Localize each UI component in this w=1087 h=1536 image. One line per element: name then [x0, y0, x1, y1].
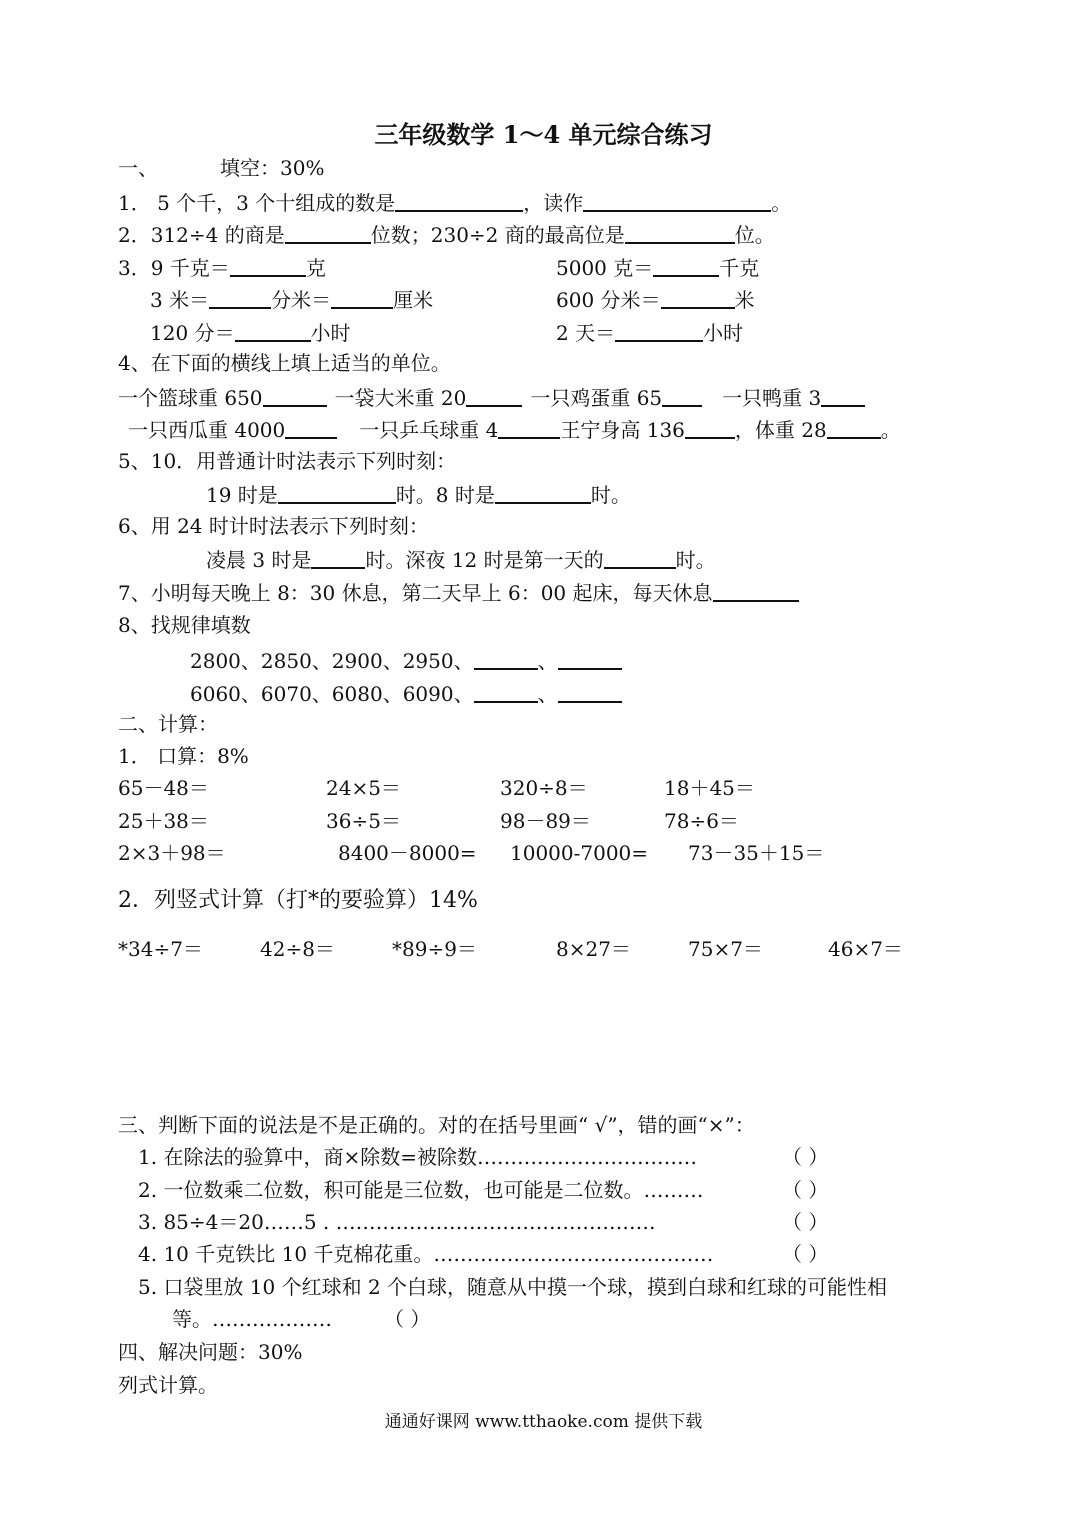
page-footer: 通通好课网 www.tthaoke.com 提供下载: [384, 1412, 703, 1432]
oral-item: 78÷6＝: [664, 809, 739, 833]
oral-item: 24×5＝: [326, 776, 401, 800]
answer-blank[interactable]: [604, 545, 676, 569]
question-1-3-row2-right: 600 分米＝ 米: [556, 285, 755, 311]
answer-blank[interactable]: [713, 578, 799, 602]
question-1-7: 7、小明每天晚上 8：30 休息，第二天早上 6：00 起床，每天休息: [118, 578, 799, 604]
section4-sub: 列式计算。: [118, 1373, 218, 1397]
question-1-8-row2: 6060、6070、6080、6090、 、: [190, 679, 622, 705]
answer-blank[interactable]: [661, 285, 735, 309]
answer-bracket[interactable]: （ ）: [782, 1242, 829, 1266]
judgement-item-4: 4. 10 千克铁比 10 千克棉花重。……………………………………: [138, 1242, 714, 1266]
question-1-4-row2: 一只西瓜重 4000 一只乒乓球重 4 王宁身高 136 ，体重 28 。: [128, 415, 901, 441]
question-1-3-row1-left: 3．9 千克＝ 克: [118, 253, 326, 279]
oral-item: 65－48＝: [118, 776, 209, 800]
judgement-item-2: 2. 一位数乘二位数，积可能是三位数，也可能是二位数。………: [138, 1178, 704, 1202]
question-1-5-answers: 19 时是 时。8 时是 时。: [206, 480, 631, 506]
judgement-item-5-cont: 等。………………: [172, 1307, 332, 1331]
judgement-item-1: 1. 在除法的验算中，商×除数=被除数……………………………: [138, 1145, 697, 1169]
oral-item: 320÷8＝: [500, 776, 588, 800]
answer-blank[interactable]: [558, 646, 622, 670]
answer-blank[interactable]: [821, 383, 865, 407]
answer-blank[interactable]: [615, 318, 703, 342]
judgement-item-3: 3. 85÷4＝20……5 . …………………………………………: [138, 1210, 656, 1234]
answer-blank[interactable]: [466, 383, 522, 407]
answer-blank[interactable]: [263, 383, 327, 407]
oral-item: 36÷5＝: [326, 809, 401, 833]
vertical-item: 42÷8＝: [260, 937, 335, 961]
answer-blank[interactable]: [827, 415, 881, 439]
question-1-6-text: 6、用 24 时计时法表示下列时刻：: [118, 514, 429, 538]
answer-blank[interactable]: [311, 545, 365, 569]
question-1-8-row1: 2800、2850、2900、2950、 、: [190, 646, 622, 672]
answer-blank[interactable]: [209, 285, 271, 309]
answer-blank[interactable]: [395, 188, 523, 212]
vertical-item: 46×7＝: [828, 937, 903, 961]
answer-blank[interactable]: [285, 220, 371, 244]
question-1-3-row3-right: 2 天＝ 小时: [556, 318, 743, 344]
question-1-3-row2-left: 3 米＝ 分米＝ 厘米: [150, 285, 433, 311]
oral-item: 98－89＝: [500, 809, 591, 833]
question-1-1: 1． 5 个千，3 个十组成的数是 ，读作 。: [118, 188, 791, 214]
oral-calc-heading: 1． 口算：8%: [118, 744, 249, 768]
answer-bracket[interactable]: （ ）: [384, 1307, 431, 1331]
answer-bracket[interactable]: （ ）: [782, 1178, 829, 1202]
question-1-5-text: 5、10．用普通计时法表示下列时刻：: [118, 449, 457, 473]
question-1-4-text: 4、在下面的横线上填上适当的单位。: [118, 351, 451, 375]
vertical-calc-heading: 2．列竖式计算（打*的要验算）14%: [118, 888, 478, 913]
oral-item: 73－35＋15＝: [688, 841, 825, 865]
answer-blank[interactable]: [474, 679, 538, 703]
oral-item: 10000-7000=: [510, 841, 649, 865]
vertical-item: *89÷9＝: [392, 937, 477, 961]
question-1-4-row1: 一个篮球重 650 一袋大米重 20 一只鸡蛋重 65 一只鸭重 3: [118, 383, 865, 409]
vertical-item: *34÷7＝: [118, 937, 203, 961]
answer-blank[interactable]: [235, 318, 311, 342]
oral-item: 2×3＋98＝: [118, 841, 226, 865]
oral-item: 18＋45＝: [664, 776, 755, 800]
answer-blank[interactable]: [583, 188, 771, 212]
oral-item: 8400－8000=: [338, 841, 477, 865]
answer-blank[interactable]: [474, 646, 538, 670]
answer-blank[interactable]: [331, 285, 393, 309]
question-1-8-text: 8、找规律填数: [118, 613, 251, 637]
question-1-3-row1-right: 5000 克＝ 千克: [556, 253, 759, 279]
answer-blank[interactable]: [230, 253, 306, 277]
section3-heading: 三、判断下面的说法是不是正确的。对的在括号里画“ √”，错的画“×”：: [118, 1113, 755, 1137]
answer-blank[interactable]: [278, 480, 396, 504]
answer-blank[interactable]: [653, 253, 719, 277]
section2-heading: 二、计算：: [118, 712, 218, 736]
question-1-3-row3-left: 120 分＝ 小时: [150, 318, 351, 344]
answer-blank[interactable]: [495, 480, 591, 504]
answer-bracket[interactable]: （ ）: [782, 1145, 829, 1169]
answer-blank[interactable]: [685, 415, 735, 439]
page-title: 三年级数学 1～4 单元综合练习: [374, 120, 713, 149]
judgement-item-5: 5. 口袋里放 10 个红球和 2 个白球，随意从中摸一个球，摸到白球和红球的可能性相: [138, 1275, 888, 1299]
answer-blank[interactable]: [662, 383, 702, 407]
oral-item: 25＋38＝: [118, 809, 209, 833]
vertical-item: 8×27＝: [556, 937, 631, 961]
answer-blank[interactable]: [498, 415, 560, 439]
question-1-6-answers: 凌晨 3 时是 时。深夜 12 时是第一天的 时。: [206, 545, 716, 571]
section1-heading: 一、 填空：30%: [118, 156, 325, 180]
answer-bracket[interactable]: （ ）: [782, 1210, 829, 1234]
answer-blank[interactable]: [558, 679, 622, 703]
question-1-2: 2．312÷4 的商是 位数；230÷2 商的最高位是 位。: [118, 220, 775, 246]
section4-heading: 四、解决问题：30%: [118, 1340, 303, 1364]
vertical-item: 75×7＝: [688, 937, 763, 961]
answer-blank[interactable]: [285, 415, 337, 439]
answer-blank[interactable]: [625, 220, 735, 244]
